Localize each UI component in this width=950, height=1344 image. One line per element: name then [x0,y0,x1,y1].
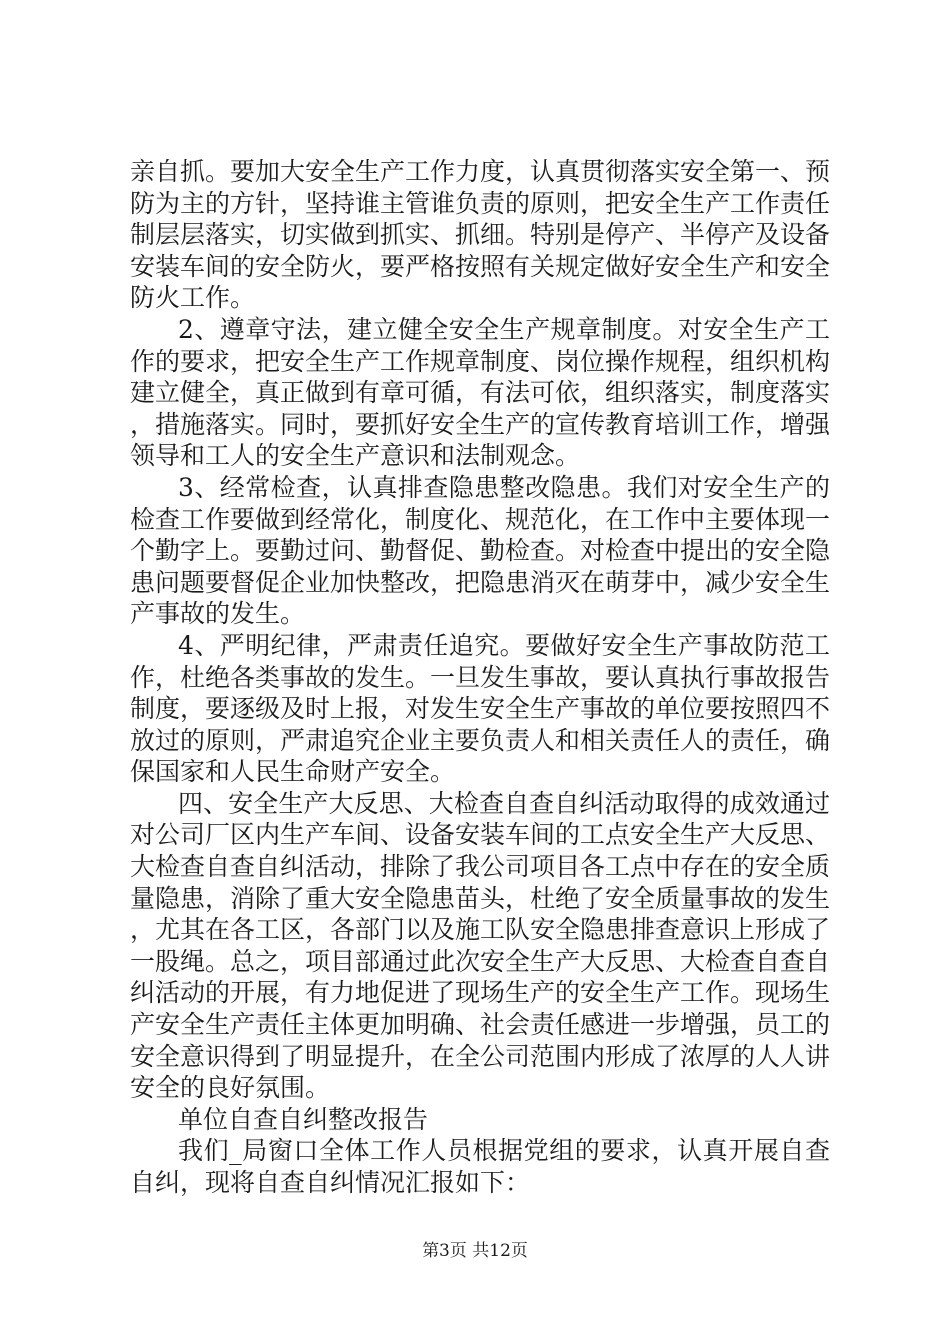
paragraph-item-4: 4、严明纪律，严肃责任追究。要做好安全生产事故防范工作，杜绝各类事故的发生。一旦发生事故，要认真执行事故报告制度，要逐级及时上报，对发生安全生产事故的单位要按照四不放过的原则，严肃追究企业主要负责人和相关责任人的责任，确保国家和人民生命财产安全。 [130,630,831,787]
paragraph-item-3: 3、经常检查，认真排查隐患整改隐患。我们对安全生产的检查工作要做到经常化，制度化、规范化，在工作中主要体现一个勤字上。要勤过问、勤督促、勤检查。对检查中提出的安全隐患问题要督促企业加快整改，把隐患消灭在萌芽中，减少安全生产事故的发生。 [130,472,831,629]
document-body [130,156,830,1199]
report-title: 单位自查自纠整改报告 [178,1104,429,1134]
paragraph-item-2: 2、遵章守法，建立健全安全生产规章制度。对安全生产工作的要求，把安全生产工作规章制度、岗位操作规程，组织机构建立健全，真正做到有章可循，有法可依，组织落实，制度落实，措施落实。同时，要抓好安全生产的宣传教育培训工作，增强领导和工人的安全生产意识和法制观念。 [130,314,831,471]
paragraph-section-4: 四、安全生产大反思、大检查自查自纠活动取得的成效通过对公司厂区内生产车间、设备安装车间的工点安全生产大反思、大检查自查自纠活动，排除了我公司项目各工点中存在的安全质量隐患，消除了重大安全隐患苗头，杜绝了安全质量事故的发生，尤其在各工区，各部门以及施工队安全隐患排查意识上形成了一股绳。总之，项目部通过此次安全生产大反思、大检查自查自纠活动的开展，有力地促进了现场生产的安全生产工作。现场生产安全生产责任主体更加明确、社会责任感进一步增强，员工的安全意识得到了明显提升，在全公司范围内形成了浓厚的人人讲安全的良好氛围。 [130,788,831,1103]
paragraph-continuation: 亲自抓。要加大安全生产工作力度，认真贯彻落实安全第一、预防为主的方针，坚持谁主管谁负责的原则，把安全生产工作责任制层层落实，切实做到抓实、抓细。特别是停产、半停产及设备安装车间的安全防火，要严格按照有关规定做好安全生产和安全防火工作。 [130,157,831,313]
paragraph-report-intro: 我们_局窗口全体工作人员根据党组的要求，认真开展自查自纠，现将自查自纠情况汇报如下： [130,1136,830,1197]
page-number-footer: 第3页 共12页 [422,1241,528,1261]
